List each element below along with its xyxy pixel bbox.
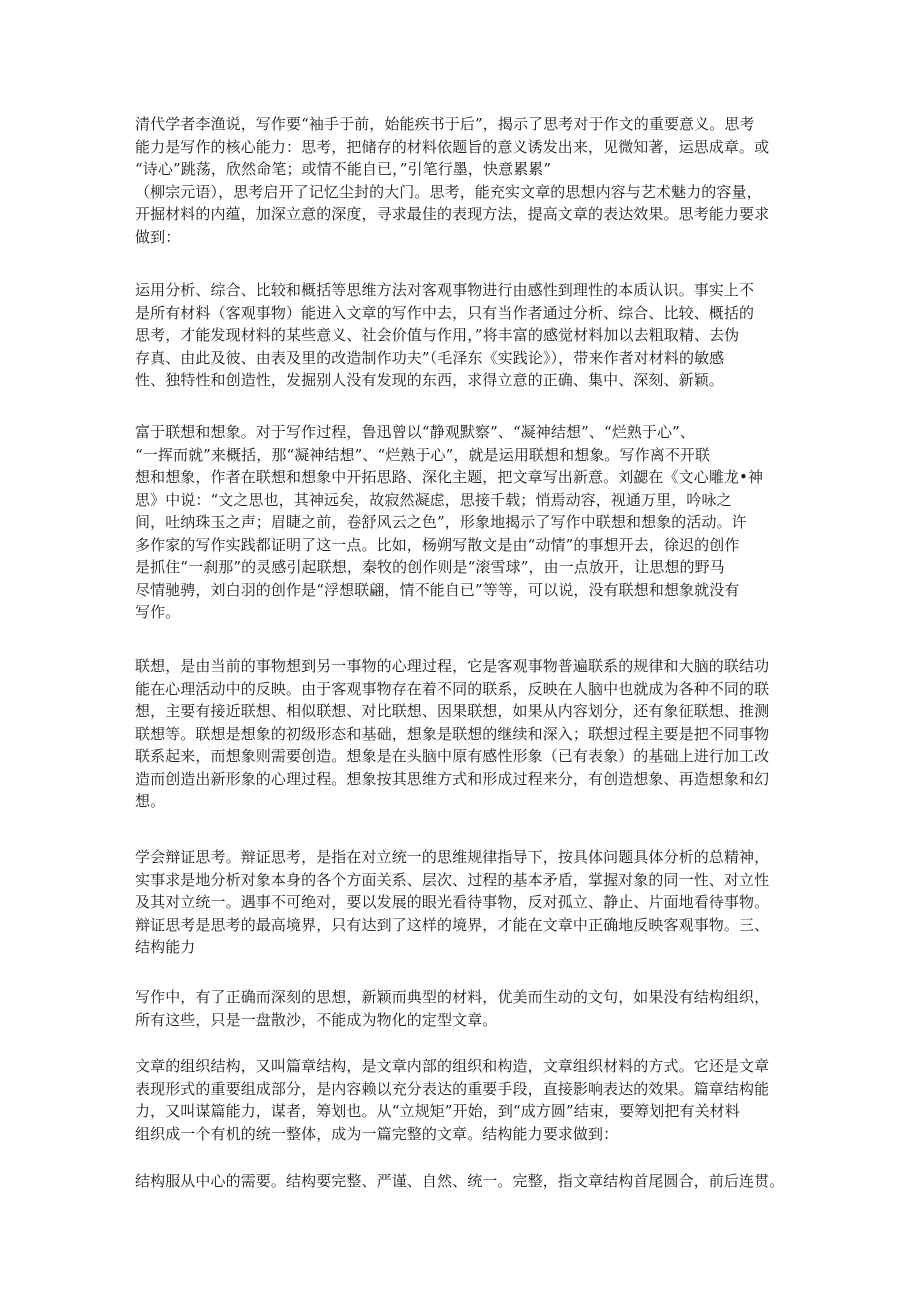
text-line: 思》中说：“文之思也，其神远矣，故寂然凝虑，思接千载；悄焉动容，视通万里，吟咏之	[135, 490, 732, 509]
text-line: 清代学者李渔说，写作要“袖手于前，始能疾书于后”，揭示了思考对于作文的重要意义。思考	[135, 115, 755, 133]
text-line: 所有这些，只是一盘散沙，不能成为物化的定型文章。	[135, 1010, 498, 1029]
text-line: 运用分析、综合、比较和概括等思维方法对客观事物进行由感性到理性的本质认识。事实上不	[135, 281, 755, 299]
text-line: 文章的组织结构，又叫篇章结构，是文章内部的组织和构造，文章组织材料的方式。它还是文章	[135, 1057, 770, 1075]
text-line: “一挥而就”来概括，那“凝神结想”、“烂熟于心”，就是运用联想和想象。写作离不开联	[135, 445, 711, 464]
text-line: 写作中，有了正确而深刻的思想，新颖而典型的材料，优美而生动的文句，如果没有结构组织，	[135, 988, 770, 1006]
text-line: “诗心”跳荡，欣然命笔；或情不能自已，”引笔行墨，快意累累”	[135, 160, 552, 178]
text-line: 联系起来，而想象则需要创造。想象是在头脑中原有感性形象（已有表象）的基础上进行加工改	[135, 747, 770, 765]
text-line: 写作。	[135, 603, 181, 621]
text-line: 做到：	[135, 227, 181, 246]
text-line: 能在心理活动中的反映。由于客观事物存在着不同的联系，反映在人脑中也就成为各种不同的联	[135, 679, 770, 698]
text-line: 联想，是由当前的事物想到另一事物的心理过程，它是客观事物普遍联系的规律和大脑的联结功	[135, 657, 770, 675]
text-line: 及其对立统一。遇事不可绝对，要以发展的眼光看待事物，反对孤立、静止、片面地看待事物。	[135, 893, 770, 911]
text-line: 富于联想和想象。对于写作过程，鲁迅曾以“静观默察”、“凝神结想”、“烂熟于心”、	[135, 423, 696, 441]
text-line: 联想等。联想是想象的初级形态和基础，想象是联想的继续和深入；联想过程主要是把不同事物	[135, 724, 770, 743]
text-line: 是所有材料（客观事物）能进入文章的写作中去，只有当作者通过分析、综合、比较、概括的	[135, 303, 755, 322]
paragraph-structure-intro	[135, 986, 795, 1031]
paragraph-association-imagination	[135, 421, 795, 624]
paragraph-analysis-methods	[135, 279, 795, 392]
paragraph-structure-center	[135, 1170, 795, 1193]
text-line: 间，吐纳珠玉之声；眉睫之前，卷舒风云之色”，形象地揭示了写作中联想和想象的活动。许	[135, 513, 747, 531]
text-line: 是抓住“一刹那”的灵感引起联想，秦牧的创作则是“滚雪球”，由一点放开，让思想的野马	[135, 558, 725, 576]
paragraph-organization-structure	[135, 1055, 795, 1145]
paragraph-dialectical-thinking	[135, 846, 795, 959]
text-line: 思考，才能发现材料的某些意义、社会价值与作用，”将丰富的感觉材料加以去粗取精、去伪	[135, 326, 740, 344]
text-line: 结构服从中心的需要。结构要完整、严谨、自然、统一。完整，指文章结构首尾圆合，前后连贯。	[135, 1172, 785, 1190]
text-line: 存真、由此及彼、由表及里的改造制作功夫”（毛泽东《实践论》），带来作者对材料的敏感	[135, 348, 725, 367]
text-line: 想。	[135, 792, 166, 810]
text-line: 表现形式的重要组成部分，是内容赖以充分表达的重要手段，直接影响表达的效果。篇章结构能	[135, 1079, 770, 1098]
text-line: 尽情驰骋，刘白羽的创作是“浮想联翩，情不能自已”等等，可以说，没有联想和想象就没有	[135, 580, 740, 599]
text-line: 能力是写作的核心能力：思考，把储存的材料依题旨的意义诱发出来，见微知著，运思成章。或	[135, 137, 770, 156]
text-line: 性、独特性和创造性，发掘别人没有发现的东西，求得立意的正确、集中、深刻、新颖。	[135, 371, 724, 389]
text-line: （柳宗元语），思考启开了记忆尘封的大门。思考，能充实文章的思想内容与艺术魅力的容量，	[135, 182, 762, 201]
paragraph-association-definition	[135, 655, 795, 813]
text-line: 辩证思考是思考的最高境界，只有达到了这样的境界，才能在文章中正确地反映客观事物。三、	[135, 915, 770, 934]
text-line: 学会辩证思考。辩证思考，是指在对立统一的思维规律指导下，按具体问题具体分析的总精神，	[135, 848, 770, 866]
text-line: 结构能力	[135, 938, 196, 956]
text-line: 多作家的写作实践都证明了这一点。比如，杨朔写散文是由“动情”的事想开去，徐迟的创作	[135, 535, 740, 554]
paragraph-thinking-intro	[135, 113, 795, 248]
text-line: 想，主要有接近联想、相似联想、对比联想、因果联想，如果从内容划分，还有象征联想、推测	[135, 702, 770, 720]
text-line: 力，又叫谋篇能力，谋者，筹划也。从“立规矩”开始，到“成方圆”结束，要筹划把有关材料	[135, 1102, 740, 1120]
text-line: 造而创造出新形象的心理过程。想象按其思维方式和形成过程来分，有创造想象、再造想象和幻	[135, 769, 770, 788]
text-line: 想和想象，作者在联想和想象中开拓思路、深化主题，把文章写出新意。刘勰在《文心雕龙•神	[135, 468, 764, 486]
text-line: 开掘材料的内蕴，加深立意的深度，寻求最佳的表现方法，提高文章的表达效果。思考能力要求	[135, 205, 770, 223]
text-line: 组织成一个有机的统一整体，成为一篇完整的文章。结构能力要求做到：	[135, 1124, 619, 1143]
text-line: 实事求是地分析对象本身的各个方面关系、层次、过程的基本矛盾，掌握对象的同一性、对立性	[135, 870, 770, 889]
